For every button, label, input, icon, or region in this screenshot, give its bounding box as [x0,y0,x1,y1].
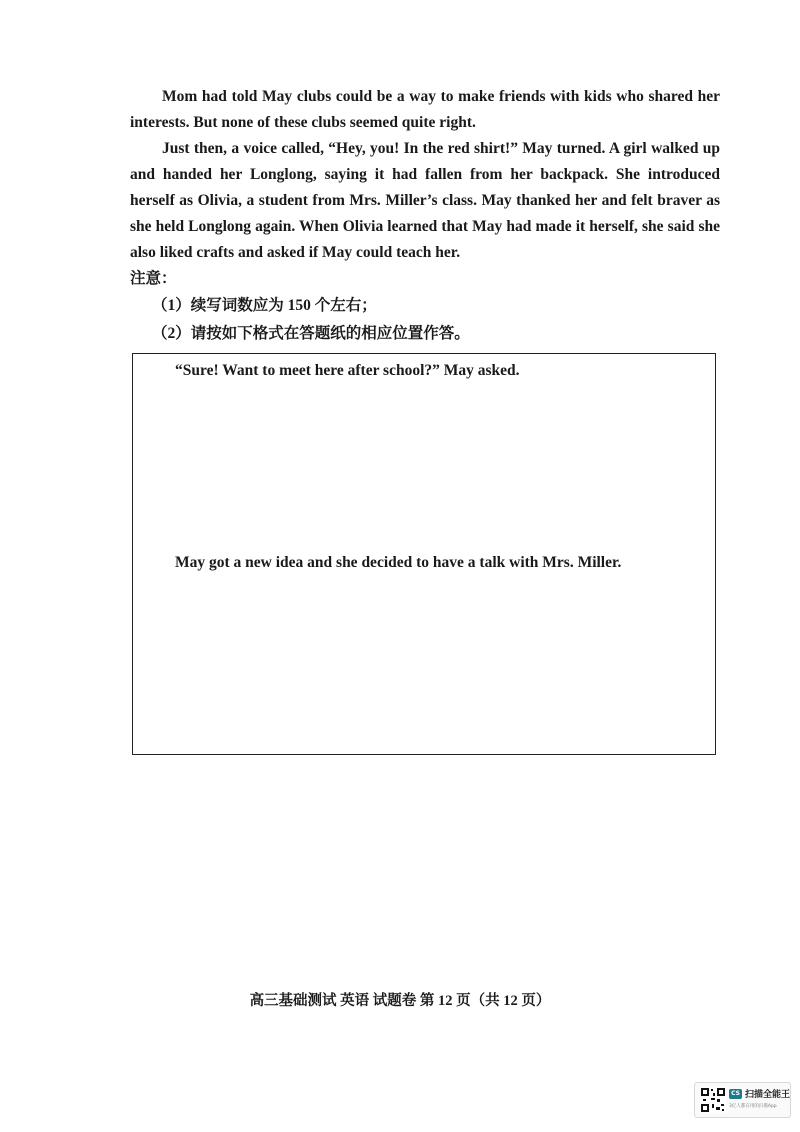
answer-box [132,353,716,755]
passage [130,84,720,266]
page-footer: 高三基础测试 英语 试题卷 第 12 页（共 12 页） [249,993,551,1009]
answer-second-line: May got a new idea and she decided to have a talk with Mrs. Miller. [175,554,622,571]
note-item-2: （2）请按如下格式在答题纸的相应位置作答。 [152,325,470,342]
scanner-name: 扫描全能王 [745,1090,791,1100]
scanner-tagline: 3亿人都在用的扫描App [729,1104,777,1109]
passage-paragraph-1: Mom had told May clubs could be a way to make friends with kids who shared her interests. But none of these clubs seemed quite right. [130,88,720,131]
scanner-badge [694,1082,791,1118]
note-item-1: （1）续写词数应为 150 个左右； [152,297,377,314]
camscanner-logo: CS [729,1089,742,1099]
answer-first-line: “Sure! Want to meet here after school?” May asked. [175,362,520,379]
notes-title: 注意： [130,270,177,287]
passage-paragraph-2: Just then, a voice called, “Hey, you! In the red shirt!” May turned. A girl walked up and handed her Longlong, saying it had fallen from her backpack. She introduced herself as Olivia, a student from Mrs. Miller’s class. May thanked her and felt braver as she held Longlong again. When Olivia learned that May had made it herself, she said she also liked crafts and asked if May could teach her. [130,140,720,261]
qr-code-icon [700,1087,726,1113]
